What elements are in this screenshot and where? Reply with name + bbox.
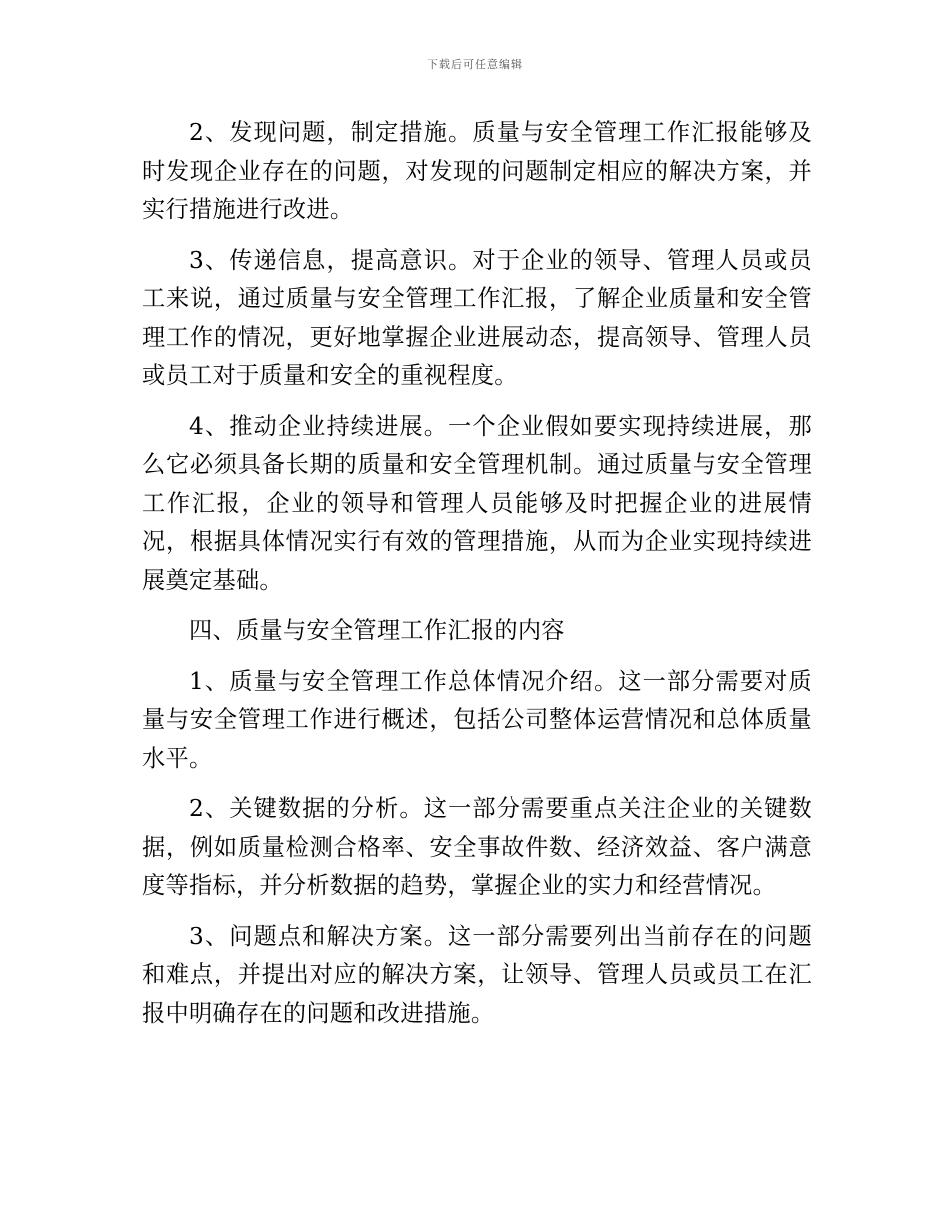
paragraph-content-3: 3、问题点和解决方案。这一部分需要列出当前存在的问题和难点，并提出对应的解决方案，让领导、管理人员或员工在汇报中明确存在的问题和改进措施。	[142, 922, 812, 1027]
section-heading-4: 四、质量与安全管理工作汇报的内容	[189, 617, 565, 644]
page-header: 下载后可任意编辑	[427, 58, 523, 71]
paragraph-point-3: 3、传递信息，提高意识。对于企业的领导、管理人员或员工来说，通过质量与安全管理工作汇报，了解企业质量和安全管理工作的情况，更好地掌握企业进展动态，提高领导、管理人员或员工对于质量和安全的重视程度。	[142, 246, 812, 389]
paragraph-content-2: 2、关键数据的分析。这一部分需要重点关注企业的关键数据，例如质量检测合格率、安全事故件数、经济效益、客户满意度等指标，并分析数据的趋势，掌握企业的实力和经营情况。	[142, 795, 812, 899]
paragraph-point-2: 2、发现问题，制定措施。质量与安全管理工作汇报能够及时发现企业存在的问题，对发现的问题制定相应的解决方案，并实行措施进行改进。	[142, 119, 812, 223]
paragraph-content-1: 1、质量与安全管理工作总体情况介绍。这一部分需要对质量与安全管理工作进行概述，包括公司整体运营情况和总体质量水平。	[142, 667, 812, 772]
paragraph-point-4: 4、推动企业持续进展。一个企业假如要实现持续进展，那么它必须具备长期的质量和安全管理机制。通过质量与安全管理工作汇报，企业的领导和管理人员能够及时把握企业的进展情况，根据具体情况实行有效的管理措施，从而为企业实现持续进展奠定基础。	[142, 412, 812, 594]
document-body	[142, 114, 812, 1045]
